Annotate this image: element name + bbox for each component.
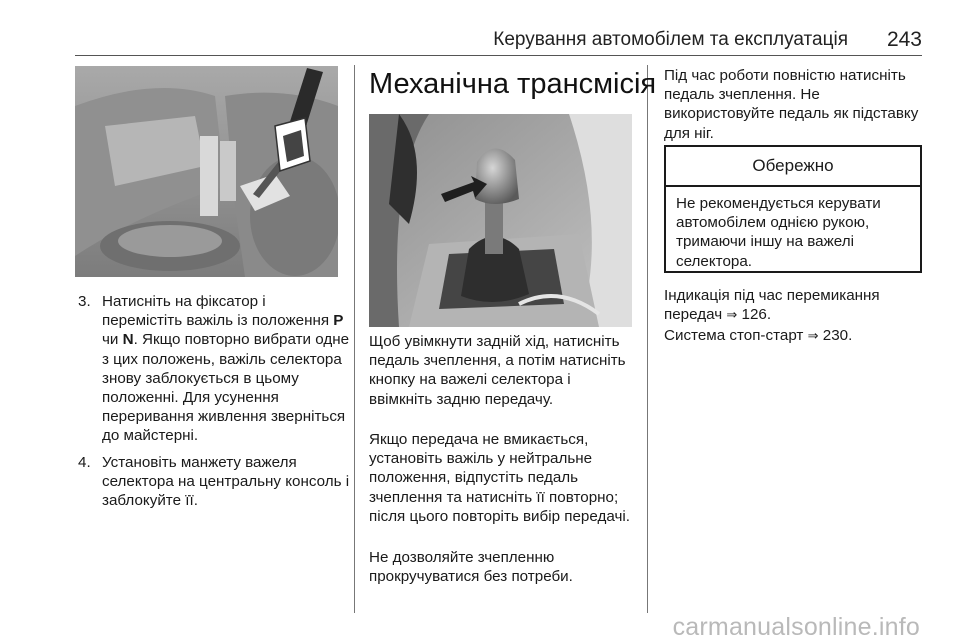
step-text: Установіть манжету важеля селектора на центральну консоль і заблокуйте її. — [102, 453, 350, 510]
list-item — [78, 453, 350, 511]
step-text — [102, 292, 350, 446]
page-number: 243 — [886, 28, 922, 51]
page-header-title: Керування автомобілем та експлуатація — [493, 29, 848, 50]
column-divider-left — [354, 65, 355, 613]
step-number: 4. — [78, 453, 91, 471]
clutch-slip-paragraph: Не дозволяйте зчепленню прокручуватися без потреби. — [369, 549, 573, 586]
step-text-part: чи — [102, 331, 123, 349]
shift-indicator-page-ref[interactable]: 126. — [741, 306, 772, 324]
arrow-reference-icon: ⇒ — [726, 307, 738, 323]
page-header — [0, 0, 960, 52]
column-divider-right — [647, 65, 648, 613]
stop-start-paragraph — [664, 326, 926, 345]
position-n-label: N — [122, 331, 134, 349]
caution-box — [664, 145, 922, 273]
step-number: 3. — [78, 293, 91, 310]
step-text-part: Натисніть на фіксатор і перемістіть важіль із положення — [102, 293, 334, 330]
stop-start-page-ref[interactable]: 230. — [822, 327, 853, 344]
stop-start-text: Система стоп-старт — [664, 327, 804, 344]
watermark: carmanualsonline.info — [672, 613, 920, 641]
arrow-reference-icon: ⇒ — [807, 328, 819, 343]
section-title: Механічна трансмісія — [369, 68, 657, 100]
selector-lever-unlock-photo — [75, 66, 338, 277]
shift-indicator-paragraph — [664, 286, 926, 324]
manual-gear-lever-photo — [369, 114, 632, 327]
steps-list — [78, 292, 350, 517]
caution-heading: Обережно — [666, 147, 920, 187]
position-p-label: P — [333, 312, 344, 330]
reverse-gear-paragraph: Щоб увімкнути задній хід, натисніть педаль зчеплення, а потім натисніть кнопку на важелі селектора і ввімкніть задню передачу. — [369, 333, 626, 408]
gear-not-engaging-paragraph: Якщо передача не вмикається, установіть важіль у нейтральне положення, відпустіть педаль зчеплення та натисніть її повторно; після цього повторіть вибір передачі. — [369, 431, 630, 525]
step-text-part: . Якщо повторно вибрати одне з цих положень, важіль селектора знову заблокується в цьому положенні. Для усунення переривання живлення зверніться до майстерні. — [102, 331, 350, 445]
clutch-usage-paragraph: Під час роботи повністю натисніть педаль зчеплення. Не використовуйте педаль як підставку для ніг. — [664, 67, 919, 142]
list-item — [78, 292, 350, 446]
caution-text: Не рекомендується керувати автомобілем однією рукою, тримаючи іншу на важелі селектора. — [676, 195, 881, 270]
header-rule — [75, 55, 922, 56]
shift-indicator-text: Індикація під час перемикання передач — [664, 287, 880, 324]
